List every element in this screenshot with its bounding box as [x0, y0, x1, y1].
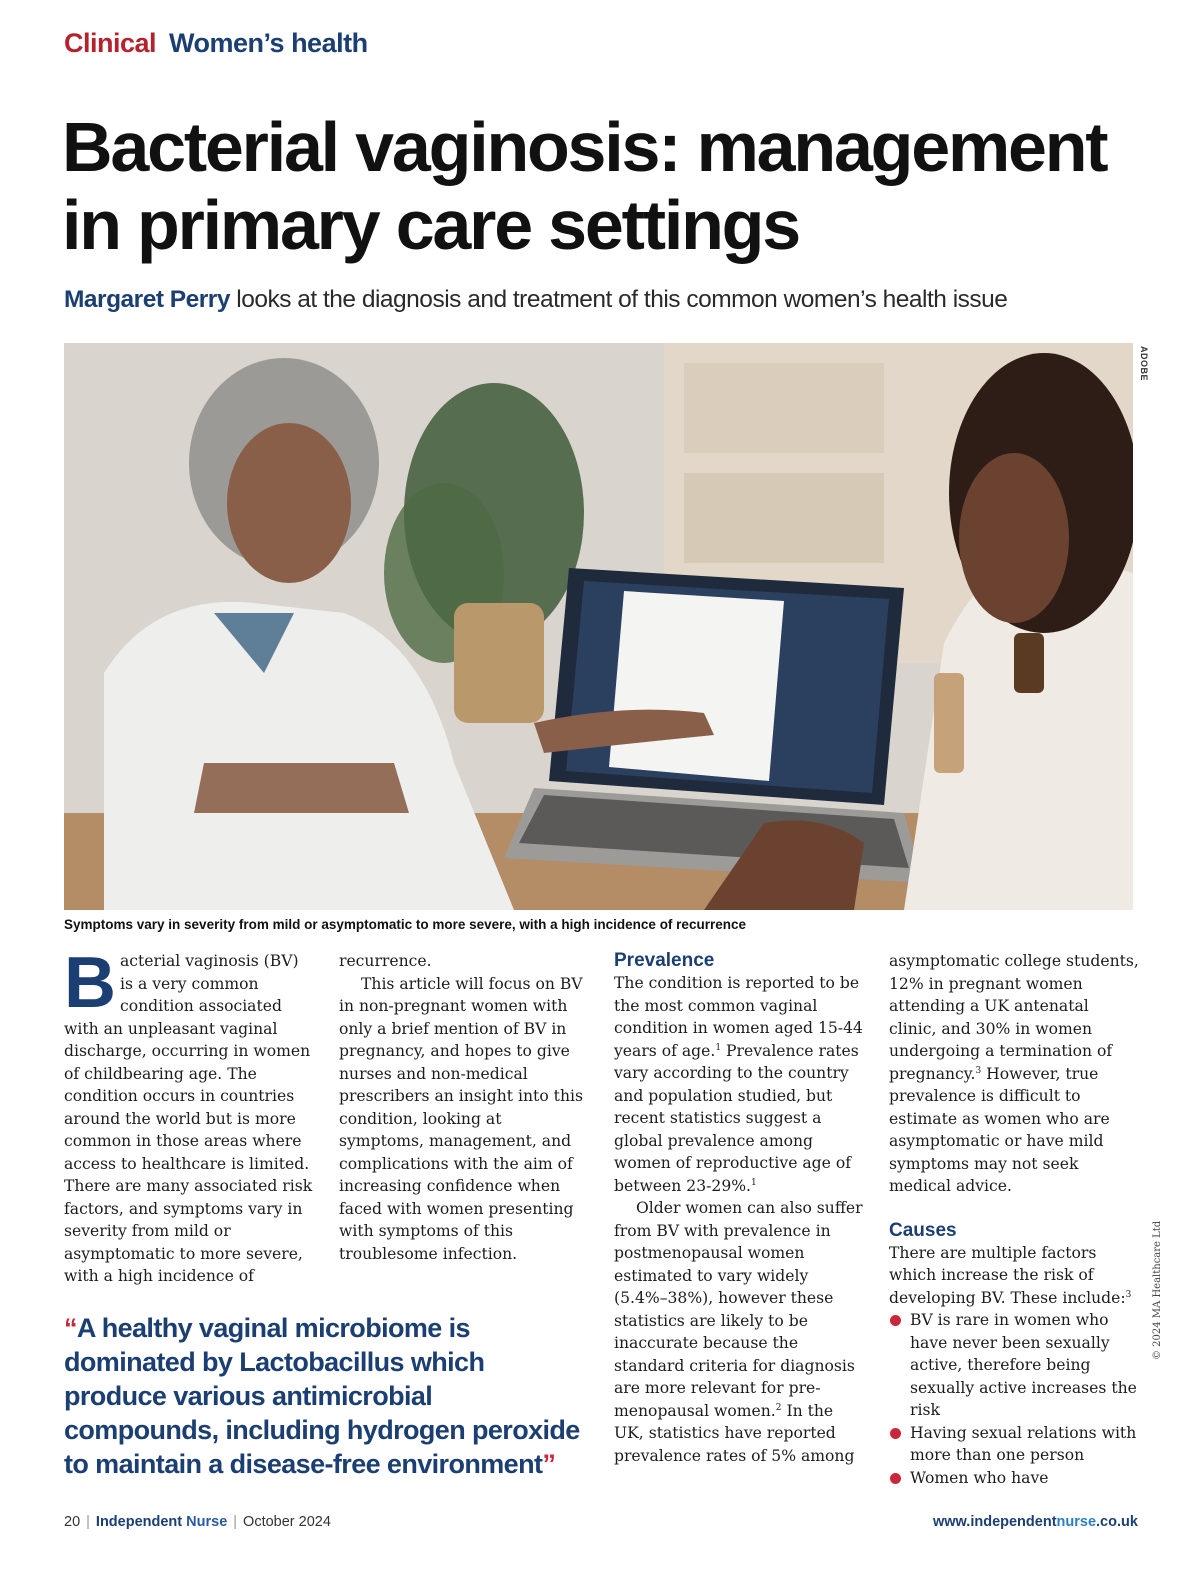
intro-paragraph [64, 943, 314, 1288]
causes-heading: Causes [889, 1219, 957, 1241]
article-headline: Bacterial vaginosis: management in primary care settings [62, 108, 1107, 264]
section-category: Clinical [64, 28, 157, 58]
publication-name-a: Independent [95, 1514, 183, 1530]
body-column-2 [339, 950, 589, 1265]
older-women-text-c: However, true prevalence is difficult to estimate as women who are asymptomatic or have mild symptoms may not seek medical advice. [889, 1064, 1110, 1195]
standfirst-text: looks at the diagnosis and treatment of this common women’s health issue [229, 286, 1008, 313]
reference-marker: 1 [715, 1042, 722, 1053]
body-column-4 [889, 950, 1139, 1489]
standfirst [64, 286, 1144, 314]
pull-quote [64, 1311, 584, 1481]
copyright-notice: © 2024 MA Healthcare Ltd [1152, 1220, 1163, 1360]
reference-marker: 2 [775, 1402, 782, 1413]
prevalence-heading: Prevalence [614, 950, 715, 971]
older-women-text-a: Older women can also suffer from BV with prevalence in postmenopausal women estimated to vary widely (5.4%–38%), however these statistics are likely to be inaccurate because the standard criteria for diagnosis are more relevant for pre-menopausal women. [614, 1199, 863, 1420]
hero-photo-illustration [64, 343, 1133, 910]
list-item-text: Women who have [910, 1468, 1049, 1487]
list-item [889, 1309, 1139, 1422]
list-item [889, 1422, 1139, 1467]
prevalence-text-a: The condition is reported to be the most common vaginal condition in women aged 15-44 years of age. [614, 974, 863, 1060]
url-part-highlight: nurse [1056, 1514, 1097, 1530]
reference-marker: 3 [1125, 1289, 1132, 1300]
list-item-text: Having sexual relations with more than one person [910, 1423, 1137, 1464]
publication-name-b: Nurse [182, 1514, 228, 1530]
bullet-dot-icon [890, 1428, 901, 1439]
causes-text: There are multiple factors which increase the risk of developing BV. These include: [889, 1243, 1126, 1307]
older-women-paragraph-continued [889, 950, 1139, 1198]
causes-paragraph [889, 1242, 1139, 1310]
list-item-text: BV is rare in women who have never been sexually active, therefore being sexually active increases the risk [910, 1311, 1137, 1419]
reference-marker: 1 [751, 1177, 757, 1188]
quote-open-icon: “ [64, 1313, 77, 1343]
body-column-3 [614, 950, 864, 1467]
list-item [889, 1467, 1139, 1490]
drop-cap: B [64, 943, 116, 1023]
focus-paragraph: This article will focus on BV in non-pregnant women with only a brief mention of BV in pregnancy, and hopes to give nurses and non-medical prescribers an insight into this condition, looking at symptoms, management, and complications with the aim of increasing confidence when faced with women presenting with symptoms of this troublesome infection. [339, 974, 583, 1263]
footer-publication [64, 1514, 331, 1530]
intro-paragraph-text: acterial vaginosis (BV) is a very common condition associated with an unpleasant vaginal discharge, occurring in women of childbearing age. The condition occurs in countries around the world but is more common in those areas where access to healthcare is limited. There are many associated risk factors, and symptoms vary in severity from mild or asymptomatic to more severe, with a high incidence of [64, 952, 313, 1285]
divider: | [86, 1514, 90, 1530]
page-number: 20 [64, 1514, 81, 1530]
divider: | [233, 1514, 238, 1530]
prevalence-text-b: Prevalence rates vary according to the country and population studied, but recent statistics suggest a global prevalence among women of reproductive age of between 23-29%. [614, 1041, 859, 1195]
bullet-dot-icon [890, 1473, 901, 1484]
footer-website-link[interactable] [933, 1514, 1138, 1530]
quote-close-icon: ” [542, 1449, 556, 1479]
body-column-1 [64, 943, 314, 1288]
photo-credit: ADOBE [1139, 346, 1149, 382]
hero-photo [64, 343, 1133, 910]
bullet-dot-icon [890, 1315, 901, 1326]
section-header [64, 28, 368, 59]
prevalence-paragraph [614, 972, 864, 1197]
reference-marker: 3 [975, 1065, 982, 1076]
url-part: .co.uk [1096, 1514, 1138, 1530]
photo-caption: Symptoms vary in severity from mild or asymptomatic to more severe, with a high incidence of recurrence [64, 917, 746, 932]
intro-paragraph-text-continued: recurrence. [339, 952, 432, 970]
intro-paragraph-continued [339, 950, 589, 973]
url-part: www.independent [933, 1514, 1057, 1530]
older-women-paragraph [614, 1197, 864, 1467]
author-name: Margaret Perry [64, 286, 230, 313]
older-women-text-b-continued: asymptomatic college students, 12% in pregnant women attending a UK antenatal clinic, and 30% in women undergoing a termination of pregnancy. [889, 952, 1139, 1083]
section-subcategory: Women’s health [169, 28, 368, 58]
pull-quote-text: A healthy vaginal microbiome is dominated by Lactobacillus which produce various antimicrobial compounds, including hydrogen peroxide to maintain a disease-free environment [64, 1313, 580, 1479]
causes-list [889, 1309, 1139, 1489]
older-women-text-b: In the UK, statistics have reported prevalence rates of 5% among [614, 1401, 855, 1465]
issue-date: October 2024 [243, 1514, 331, 1530]
